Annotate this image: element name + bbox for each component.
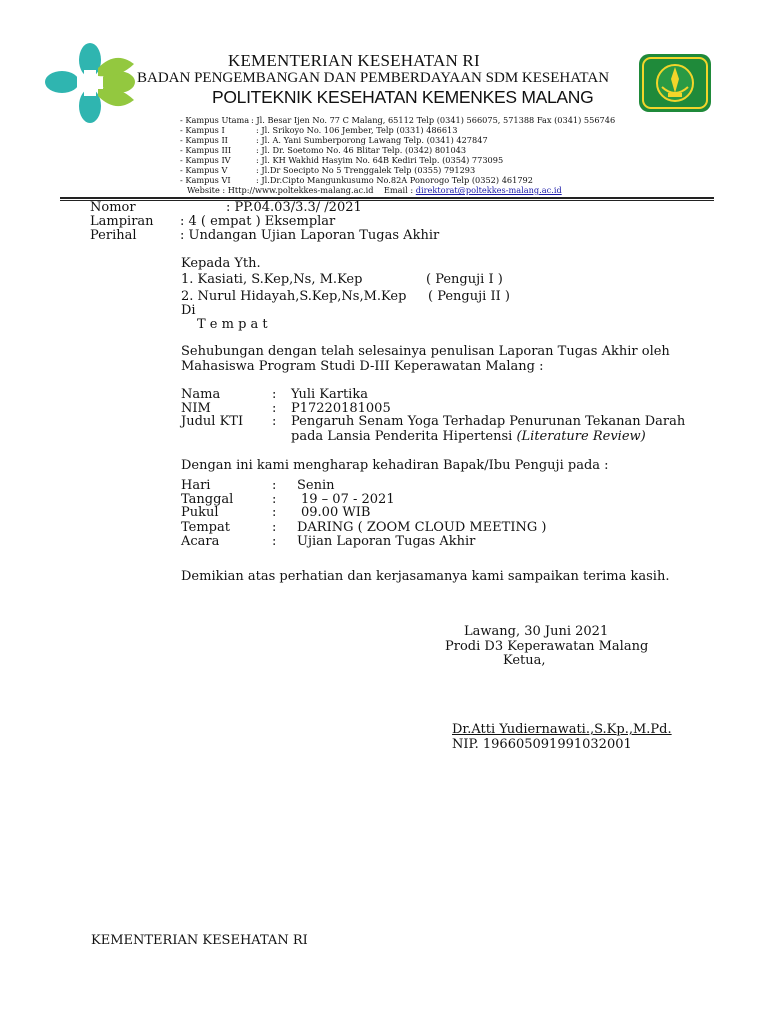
- lampiran-label: Lampiran: [90, 214, 154, 229]
- campus-row: - Kampus V : Jl.Dr Soecipto No 5 Trenggalek Telp (0355) 791293: [180, 165, 476, 175]
- pukul-value: 09.00 WIB: [301, 505, 371, 520]
- recipient-1-role: ( Penguji I ): [426, 272, 503, 287]
- judul-line-1: Pengaruh Senam Yoga Terhadap Penurunan Tekanan Darah: [291, 414, 686, 429]
- intro-line-2: Mahasiswa Program Studi D-III Keperawatan Malang :: [181, 359, 544, 374]
- intro-line-1: Sehubungan dengan telah selesainya penulisan Laporan Tugas Akhir oleh: [181, 344, 670, 359]
- recipient-2-role: ( Penguji II ): [428, 289, 510, 304]
- recipient-2-name: 2. Nurul Hidayah,S.Kep,Ns,M.Kep: [181, 289, 407, 304]
- agency-title: BADAN PENGEMBANGAN DAN PEMBERDAYAAN SDM KESEHATAN: [137, 70, 610, 86]
- recipient-1-name: 1. Kasiati, S.Kep,Ns, M.Kep: [181, 272, 363, 287]
- signatory-unit: Prodi D3 Keperawatan Malang: [445, 639, 649, 654]
- email-link[interactable]: direktorat@poltekkes-malang.ac.id: [415, 185, 562, 195]
- acara-label: Acara: [181, 534, 220, 549]
- tanggal-value: 19 – 07 - 2021: [301, 492, 395, 507]
- judul-colon: :: [272, 414, 277, 429]
- acara-colon: :: [272, 534, 277, 549]
- pukul-colon: :: [272, 505, 277, 520]
- nomor-value: : PP.04.03/3.3/ /2021: [226, 200, 362, 215]
- acara-value: Ujian Laporan Tugas Akhir: [297, 534, 476, 549]
- di-text: Di: [181, 303, 196, 318]
- tanggal-colon: :: [272, 492, 277, 507]
- nama-colon: :: [272, 387, 277, 402]
- tempat-label: Tempat: [181, 520, 230, 535]
- judul-label: Judul KTI: [181, 414, 244, 429]
- campus-row: - Kampus VI : Jl.Dr.Cipto Mangunkusumo No.82A Ponorogo Telp (0352) 461792: [180, 175, 533, 185]
- hari-value: Senin: [297, 478, 335, 493]
- judul-italic: (Literature Review): [516, 429, 646, 444]
- nama-label: Nama: [181, 387, 221, 402]
- poltekkes-seal-icon: [638, 53, 712, 113]
- invite-line: Dengan ini kami mengharap kehadiran Bapak/Ibu Penguji pada :: [181, 458, 609, 473]
- header-rule-thin: [60, 200, 714, 201]
- nim-value: P17220181005: [291, 401, 391, 416]
- tempat-value: DARING ( ZOOM CLOUD MEETING ): [297, 520, 547, 535]
- hari-colon: :: [272, 478, 277, 493]
- tanggal-label: Tanggal: [181, 492, 234, 507]
- perihal-label: Perihal: [90, 228, 137, 243]
- place-date: Lawang, 30 Juni 2021: [464, 624, 609, 639]
- signatory-name: Dr.Atti Yudiernawati.,S.Kp.,M.Pd.: [452, 722, 672, 737]
- pukul-label: Pukul: [181, 505, 219, 520]
- campus-row: - Kampus III : Jl. Dr. Soetomo No. 46 Blitar Telp. (0342) 801043: [180, 145, 467, 155]
- nomor-label: Nomor: [90, 200, 136, 215]
- header-rule: [60, 197, 714, 199]
- hari-label: Hari: [181, 478, 211, 493]
- kemenkes-logo-icon: [44, 42, 138, 124]
- ministry-title: KEMENTERIAN KESEHATAN RI: [228, 51, 480, 70]
- tempat-colon: :: [272, 520, 277, 535]
- lampiran-value: : 4 ( empat ) Eksemplar: [180, 214, 336, 229]
- email-label: Email :: [383, 185, 414, 195]
- institution-title: POLITEKNIK KESEHATAN KEMENKES MALANG: [212, 87, 594, 107]
- nim-colon: :: [272, 401, 277, 416]
- footer-text: KEMENTERIAN KESEHATAN RI: [91, 933, 308, 948]
- signatory-nip: NIP. 196605091991032001: [452, 737, 632, 752]
- greeting: Kepada Yth.: [181, 256, 261, 271]
- closing-text: Demikian atas perhatian dan kerjasamanya kami sampaikan terima kasih.: [181, 569, 670, 584]
- campus-row: - Kampus Utama : Jl. Besar Ijen No. 77 C Malang, 65112 Telp (0341) 566075, 571388 Fax (0341) 556746: [180, 115, 616, 125]
- perihal-value: : Undangan Ujian Laporan Tugas Akhir: [180, 228, 440, 243]
- nama-value: Yuli Kartika: [291, 387, 368, 402]
- campus-row: - Kampus IV : Jl. KH Wakhid Hasyim No. 64B Kediri Telp. (0354) 773095: [180, 155, 504, 165]
- tempat-text: T e m p a t: [197, 317, 268, 332]
- signatory-role: Ketua,: [503, 653, 546, 668]
- campus-row: - Kampus I : Jl. Srikoyo No. 106 Jember, Telp (0331) 486613: [180, 125, 458, 135]
- judul-line-2: pada Lansia Penderita Hipertensi (Literature Review): [291, 429, 646, 444]
- website-text: Website : Http://www.poltekkes-malang.ac.id: [187, 185, 374, 195]
- campus-row: - Kampus II : Jl. A. Yani Sumberporong Lawang Telp. (0341) 427847: [180, 135, 488, 145]
- nim-label: NIM: [181, 401, 211, 416]
- contact-row: [187, 185, 562, 195]
